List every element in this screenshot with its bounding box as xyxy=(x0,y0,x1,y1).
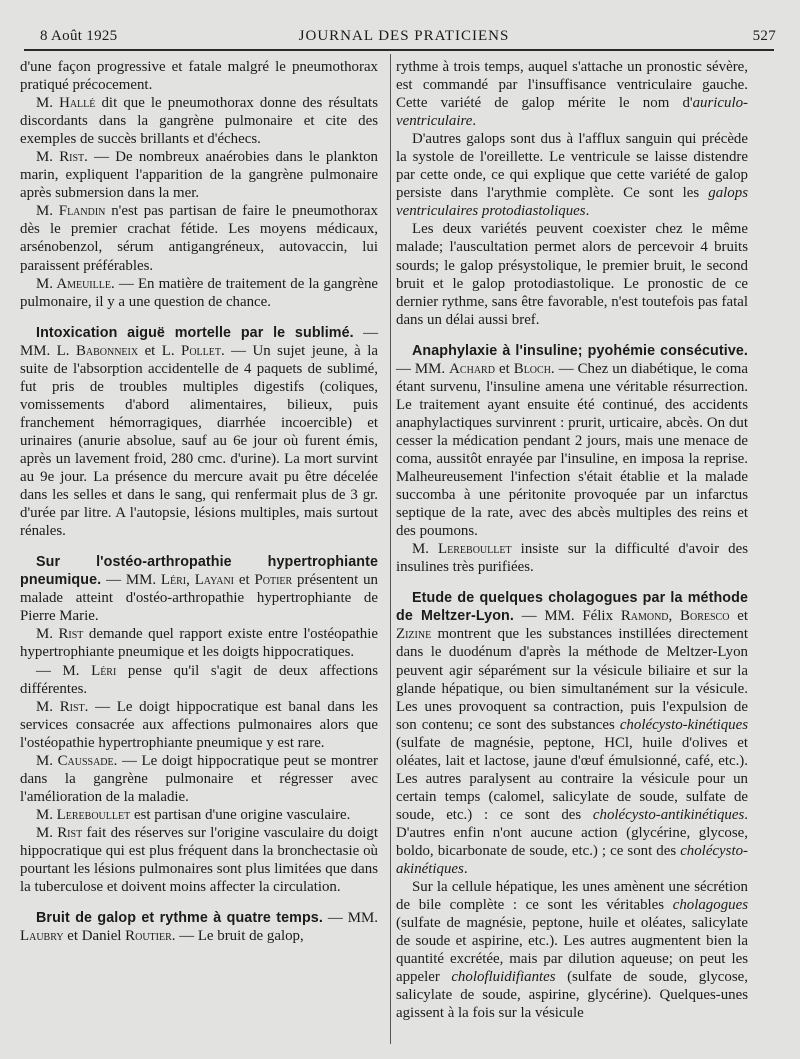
author-name: Ramond xyxy=(620,608,669,625)
paragraph-text: D'autres galops sont dus à l'afflux sanguin qui précède la systole de l'oreillette. Le ventricule se laisse distendre par cette onde, ce qui explique que cette variété de galop persiste dans l'arythmie complète. Ce sont les xyxy=(396,131,748,202)
paragraph-text: — Un sujet jeune, à la suite de l'absorption accidentelle de 4 paquets de sublimé, fut pris de troubles multiples digestifs (coliques, vomissements d'abord alimentaires, bilieux, puis franchement hémorragiques, diarrhée incoercible) et urinaires (anurie absolue, sauf au 6e jour où furent émis, après un lavement froid, 280 cmc. d'urine). La mort survint au 9e jour. La présence du mercure avait pu être décelée dans les selles et dans le sang, qui renfermait plus de 3 gr. d'urée par litre. A l'autopsie, lésions multiples, mais surtout rénales. xyxy=(20,342,378,540)
term: cholofluidifiantes xyxy=(451,969,556,986)
paragraph xyxy=(20,752,378,806)
paragraph-text: montrent que les substances instillées directement dans le duodénum d'après la méthode de Meltzer-Lyon peuvent agir séparément sur la vésicule biliaire et sur la glande hépatique, ou bien simultanément sur la vésicule. Les unes provoquent sa contraction, puis l'expulsion de son contenu; ce sont des substances xyxy=(396,626,748,733)
author-name: M. Flandin xyxy=(36,203,106,220)
paragraph-text: n'est pas partisan de faire le pneumothorax dès le premier crachat fétide. Les moyens médicaux, arsénobenzol, sérum antigangréneux, autovaccin, lui paraissent préférables. xyxy=(20,203,378,274)
section-galop xyxy=(20,909,378,945)
text: — MM. Félix xyxy=(513,608,621,625)
paragraph xyxy=(396,58,748,130)
term: cholagogues xyxy=(672,897,748,914)
paragraph xyxy=(20,275,378,311)
paragraph-text: insiste sur la difficulté d'avoir des insulines très purifiées. xyxy=(396,541,749,576)
paragraph-text: . D'autres enfin n'ont aucune action (glycérine, glycose, boldo, bicarbonate de soude, etc.) ; ce sont des xyxy=(396,806,748,859)
text: — MM. xyxy=(322,910,379,927)
journal-title: JOURNAL DES PRATICIENS xyxy=(298,28,510,44)
paragraph-text: — En matière de traitement de la gangrène pulmonaire, il y a une question de chance. xyxy=(20,275,378,310)
paragraph-text: — Le doigt hippocratique peut se montrer dans la gangrène pulmonaire et régresser avec l'amélioration de la maladie. xyxy=(20,752,379,805)
paragraph-text: fait des réserves sur l'origine vasculaire du doigt hippocratique qui est plus fréquent dans la bronchectasie où pourtant les lésions pulmonaires sont plus limitées que dans la tuberculose et doivent moins affecter la circulation. xyxy=(20,824,378,896)
paragraph xyxy=(396,130,748,220)
header-rule xyxy=(24,49,774,51)
paragraph xyxy=(20,806,378,824)
section-cholagogues xyxy=(396,589,748,878)
author-name: Boresco xyxy=(680,608,730,625)
section-title: Anaphylaxie à l'insuline; pyohémie consécutive. xyxy=(412,342,748,359)
issue-date: 8 Août 1925 xyxy=(40,28,118,44)
text: et xyxy=(138,342,162,359)
author-name: M. Hallé xyxy=(36,95,96,112)
page-number: 527 xyxy=(752,28,776,44)
author-name: Léri xyxy=(160,572,187,589)
term: cholécysto-akinétiques xyxy=(396,842,748,878)
term: auriculo-ventriculaire xyxy=(396,95,748,130)
paragraph xyxy=(396,540,748,576)
author-name: L. Pollet. xyxy=(161,342,225,359)
author-name: Achard xyxy=(449,360,495,377)
text: — MM. xyxy=(20,324,378,359)
author-name: M. Lereboullet xyxy=(412,541,512,558)
term: cholécysto-kinétiques xyxy=(619,716,748,733)
text: . xyxy=(585,203,590,220)
author-name: Layani xyxy=(194,572,234,589)
text: et xyxy=(729,608,748,625)
left-column xyxy=(20,58,378,945)
author-name: M. Rist xyxy=(36,626,84,643)
paragraph-text: — Chez un diabétique, le coma étant survenu, l'insuline amena une véritable résurrection. Le traitement ayant ensuite été continué, des accidents anaphylactiques survinrent : prurit, urticaire, abcès. On dut cesser la médication pendant 2 jours, mais une menace de coma, aussitôt enrayée par l'insuline, en imposa la reprise. Malheureusement l'infection s'était établie et la malade succomba à une péritonite provoquée par un infarctus septique de la rate, avec des abcès multiples des reins et des poumons. xyxy=(396,360,748,540)
paragraph xyxy=(20,625,378,661)
section-title: Bruit de galop et rythme à quatre temps. xyxy=(36,910,323,927)
paragraph-text: rythme à trois temps, auquel s'attache un pronostic sévère, est commandé par l'insuffisance ventriculaire gauche. Cette variété de galop mérite le nom d' xyxy=(396,59,748,112)
author-name: M. Rist. xyxy=(36,149,88,166)
text: , xyxy=(186,572,195,589)
column-divider xyxy=(390,54,391,1044)
author-name: Laubry xyxy=(20,928,64,945)
author-name: Routier. xyxy=(125,928,176,945)
author-name: Potier xyxy=(254,572,293,589)
author-name: M. Rist. xyxy=(36,698,89,715)
section-osteo xyxy=(20,553,378,625)
paragraph-text: est partisan d'une origine vasculaire. xyxy=(130,806,351,823)
author-name: M. Lereboullet xyxy=(36,806,131,823)
paragraph-text: (sulfate de magnésie, peptone, huile et oléates, salicylate de soude et aspirine, etc.). Les autres augmentent bien la quantité excrétée, mais par dilution aqueuse; on peut les appeler xyxy=(396,915,748,986)
section-title: Intoxication aiguë mortelle par le sublimé. xyxy=(36,324,354,341)
text: — MM. xyxy=(396,360,450,377)
paragraph-text: pense qu'il s'agit de deux affections différentes. xyxy=(20,662,378,697)
term: cholécysto-antikinétiques xyxy=(592,806,745,823)
author-name: L. Babonneix xyxy=(56,342,139,359)
section-insuline xyxy=(396,342,748,541)
paragraph-text: Sur la cellule hépatique, les unes amènent une sécrétion de bile complète : ce sont les véritables xyxy=(396,879,748,914)
author-name: Bloch. xyxy=(513,360,555,377)
paragraph-text: — Le bruit de galop, xyxy=(175,928,304,945)
text: . xyxy=(472,113,477,130)
author-name: M. Rist xyxy=(36,824,83,841)
paragraph-text: — De nombreux anaérobies dans le plankton marin, expliquent l'apparition de la gangrène pulmonaire après submersion dans la mer. xyxy=(20,149,378,202)
section-title: Etude de quelques cholagogues par la méthode de Meltzer-Lyon. xyxy=(396,590,748,625)
paragraph-text: présentent un malade atteint d'ostéo-arthropathie hypertrophiante de Pierre Marie. xyxy=(20,572,378,625)
paragraph xyxy=(396,878,748,1022)
section-sublime xyxy=(20,324,378,541)
paragraph xyxy=(20,94,378,148)
paragraph-text: demande quel rapport existe entre l'ostéopathie hypertrophiante pneumique et les doigts hippocratiques. xyxy=(20,626,378,661)
text: et xyxy=(234,572,255,589)
text: . xyxy=(463,861,468,878)
paragraph: Les deux variétés peuvent coexister chez le même malade; l'auscultation permet alors de percevoir 4 bruits sourds; le galop présystolique, le premier bruit, le second bruit et le galop protodiastolique. Le pronostic de ce dernier rythme, sans être favorable, n'est toutefois pas fatal dans un délai aussi bref. xyxy=(396,221,748,328)
paragraph-text: dit que le pneumothorax donne des résultats discordants dans la gangrène pulmonaire et cite des exemples de succès brillants et d'échecs. xyxy=(20,95,378,148)
right-column xyxy=(396,58,748,1022)
paragraph-text: — Le doigt hippocratique est banal dans les services consacrée aux affections pulmonaires alors que l'ostéopathie hypertrophiante pneumique y est rare. xyxy=(20,698,378,751)
author-name: Léri xyxy=(91,662,117,679)
text: — MM. xyxy=(101,572,161,589)
text: et xyxy=(494,360,514,377)
paragraph xyxy=(20,202,378,274)
section-title: Sur l'ostéo-arthropathie hypertrophiante pneumique. xyxy=(20,554,378,589)
paragraph xyxy=(20,148,378,202)
text: et Daniel xyxy=(63,928,126,945)
text: , xyxy=(668,608,681,625)
author-name: Zizine xyxy=(396,626,432,643)
paragraph-text: (sulfate de soude, glycose, salicylate de soude, aspirine, glycérine). Quelques-unes agissent à la fois sur la vésicule xyxy=(396,969,748,1022)
author-name: M. Caussade. xyxy=(36,752,118,769)
running-header xyxy=(28,28,780,48)
text: — M. xyxy=(36,662,92,679)
paragraph xyxy=(20,662,378,698)
author-name: M. Ameuille. xyxy=(36,275,115,292)
paragraph xyxy=(20,824,378,896)
paragraph xyxy=(20,698,378,752)
paragraph: d'une façon progressive et fatale malgré le pneumothorax pratiqué précocement. xyxy=(20,59,378,94)
term: galops ventriculaires protodiastoliques xyxy=(396,185,748,220)
paragraph-text: (sulfate de magnésie, peptone, HCl, huile d'olives et oléates, lait et lactose, jaune d'œuf émulsionné, café, etc.). Les autres paralysent au contraire la vésicule pour un certain temps (calomel, salicylate de soude, sulfate de soude, etc.) : ce sont des xyxy=(396,734,748,823)
